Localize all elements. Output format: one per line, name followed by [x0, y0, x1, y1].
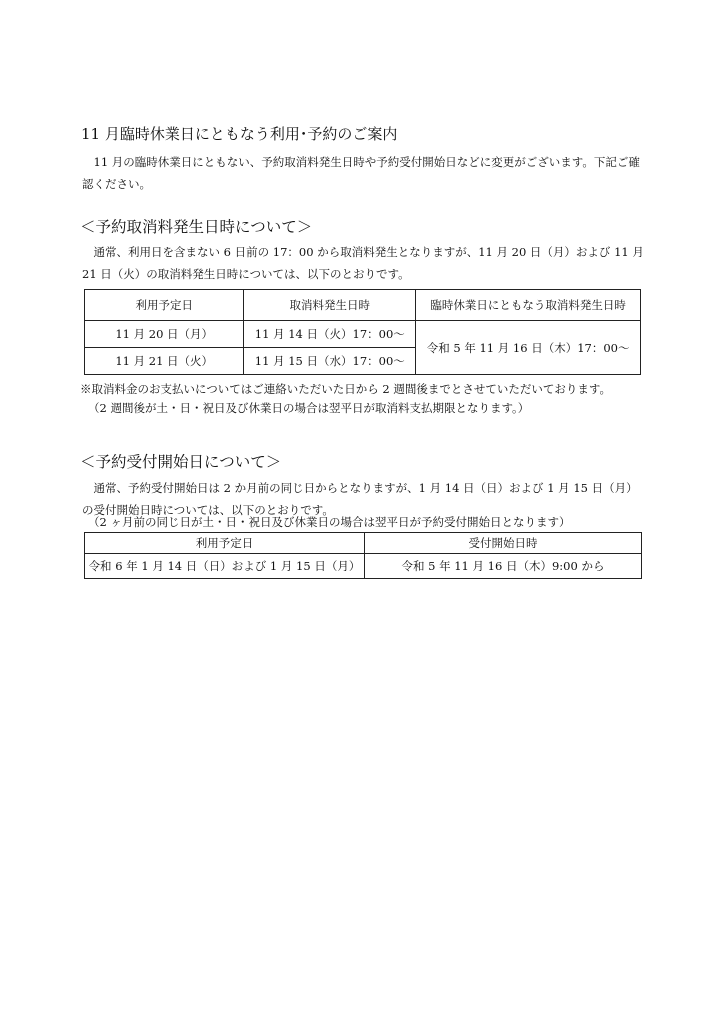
reserve-section-text: 通常、予約受付開始日は 2 か月前の同じ日からとなりますが、1 月 14 日（日）および 1 月 15 日（月）の受付開始日時については、以下のとおりです。: [82, 481, 638, 517]
cancel-section-text: 通常、利用日を含まない 6 日前の 17：00 から取消料発生となりますが、11 月 20 日（月）および 11 月 21 日（火）の取消料発生日時については、以下のとおりです。: [82, 245, 644, 281]
header-cell: 利用予定日: [85, 533, 365, 554]
header-cell: 臨時休業日にともなう取消料発生日時: [416, 290, 641, 321]
page-title: 11 月臨時休業日にともなう利用･予約のご案内: [81, 125, 398, 143]
header-cell: 受付開始日時: [364, 533, 641, 554]
table-header-row: [85, 533, 642, 554]
cancel-fee-table: [84, 289, 641, 375]
table-cell: 11 月 14 日（火）17：00～: [244, 321, 416, 348]
table-cell: 令和 5 年 11 月 16 日（木）9:00 から: [364, 554, 641, 579]
intro-paragraph: 11 月の臨時休業日にともない、予約取消料発生日時や予約受付開始日などに変更がございます。下記ご確認ください。: [82, 155, 640, 191]
table-cell: 令和 6 年 1 月 14 日（日）および 1 月 15 日（月）: [85, 554, 365, 579]
reserve-section-heading: ＜予約受付開始日について＞: [80, 453, 282, 471]
cancel-section-heading: ＜予約取消料発生日時について＞: [80, 218, 313, 236]
table-header-row: [85, 290, 641, 321]
table-cell: 11 月 15 日（水）17：00～: [244, 348, 416, 375]
table-cell: 11 月 21 日（火）: [85, 348, 244, 375]
header-cell: 取消料発生日時: [244, 290, 416, 321]
header-cell: 利用予定日: [85, 290, 244, 321]
reserve-note: （2 ヶ月前の同じ日が土・日・祝日及び休業日の場合は翌平日が予約受付開始日となります）: [88, 515, 571, 529]
merged-table-cell: 令和 5 年 11 月 16 日（木）17：00～: [416, 321, 641, 375]
table-row: [85, 554, 642, 579]
reservation-start-table: [84, 532, 642, 579]
table-cell: 11 月 20 日（月）: [85, 321, 244, 348]
table-row: [85, 321, 641, 348]
payment-deadline-note: （2 週間後が土・日・祝日及び休業日の場合は翌平日が取消料支払期限となります。）: [88, 401, 530, 415]
payment-note: ※取消料金のお支払いについてはご連絡いただいた日から 2 週間後までとさせていただいております。: [80, 382, 611, 396]
